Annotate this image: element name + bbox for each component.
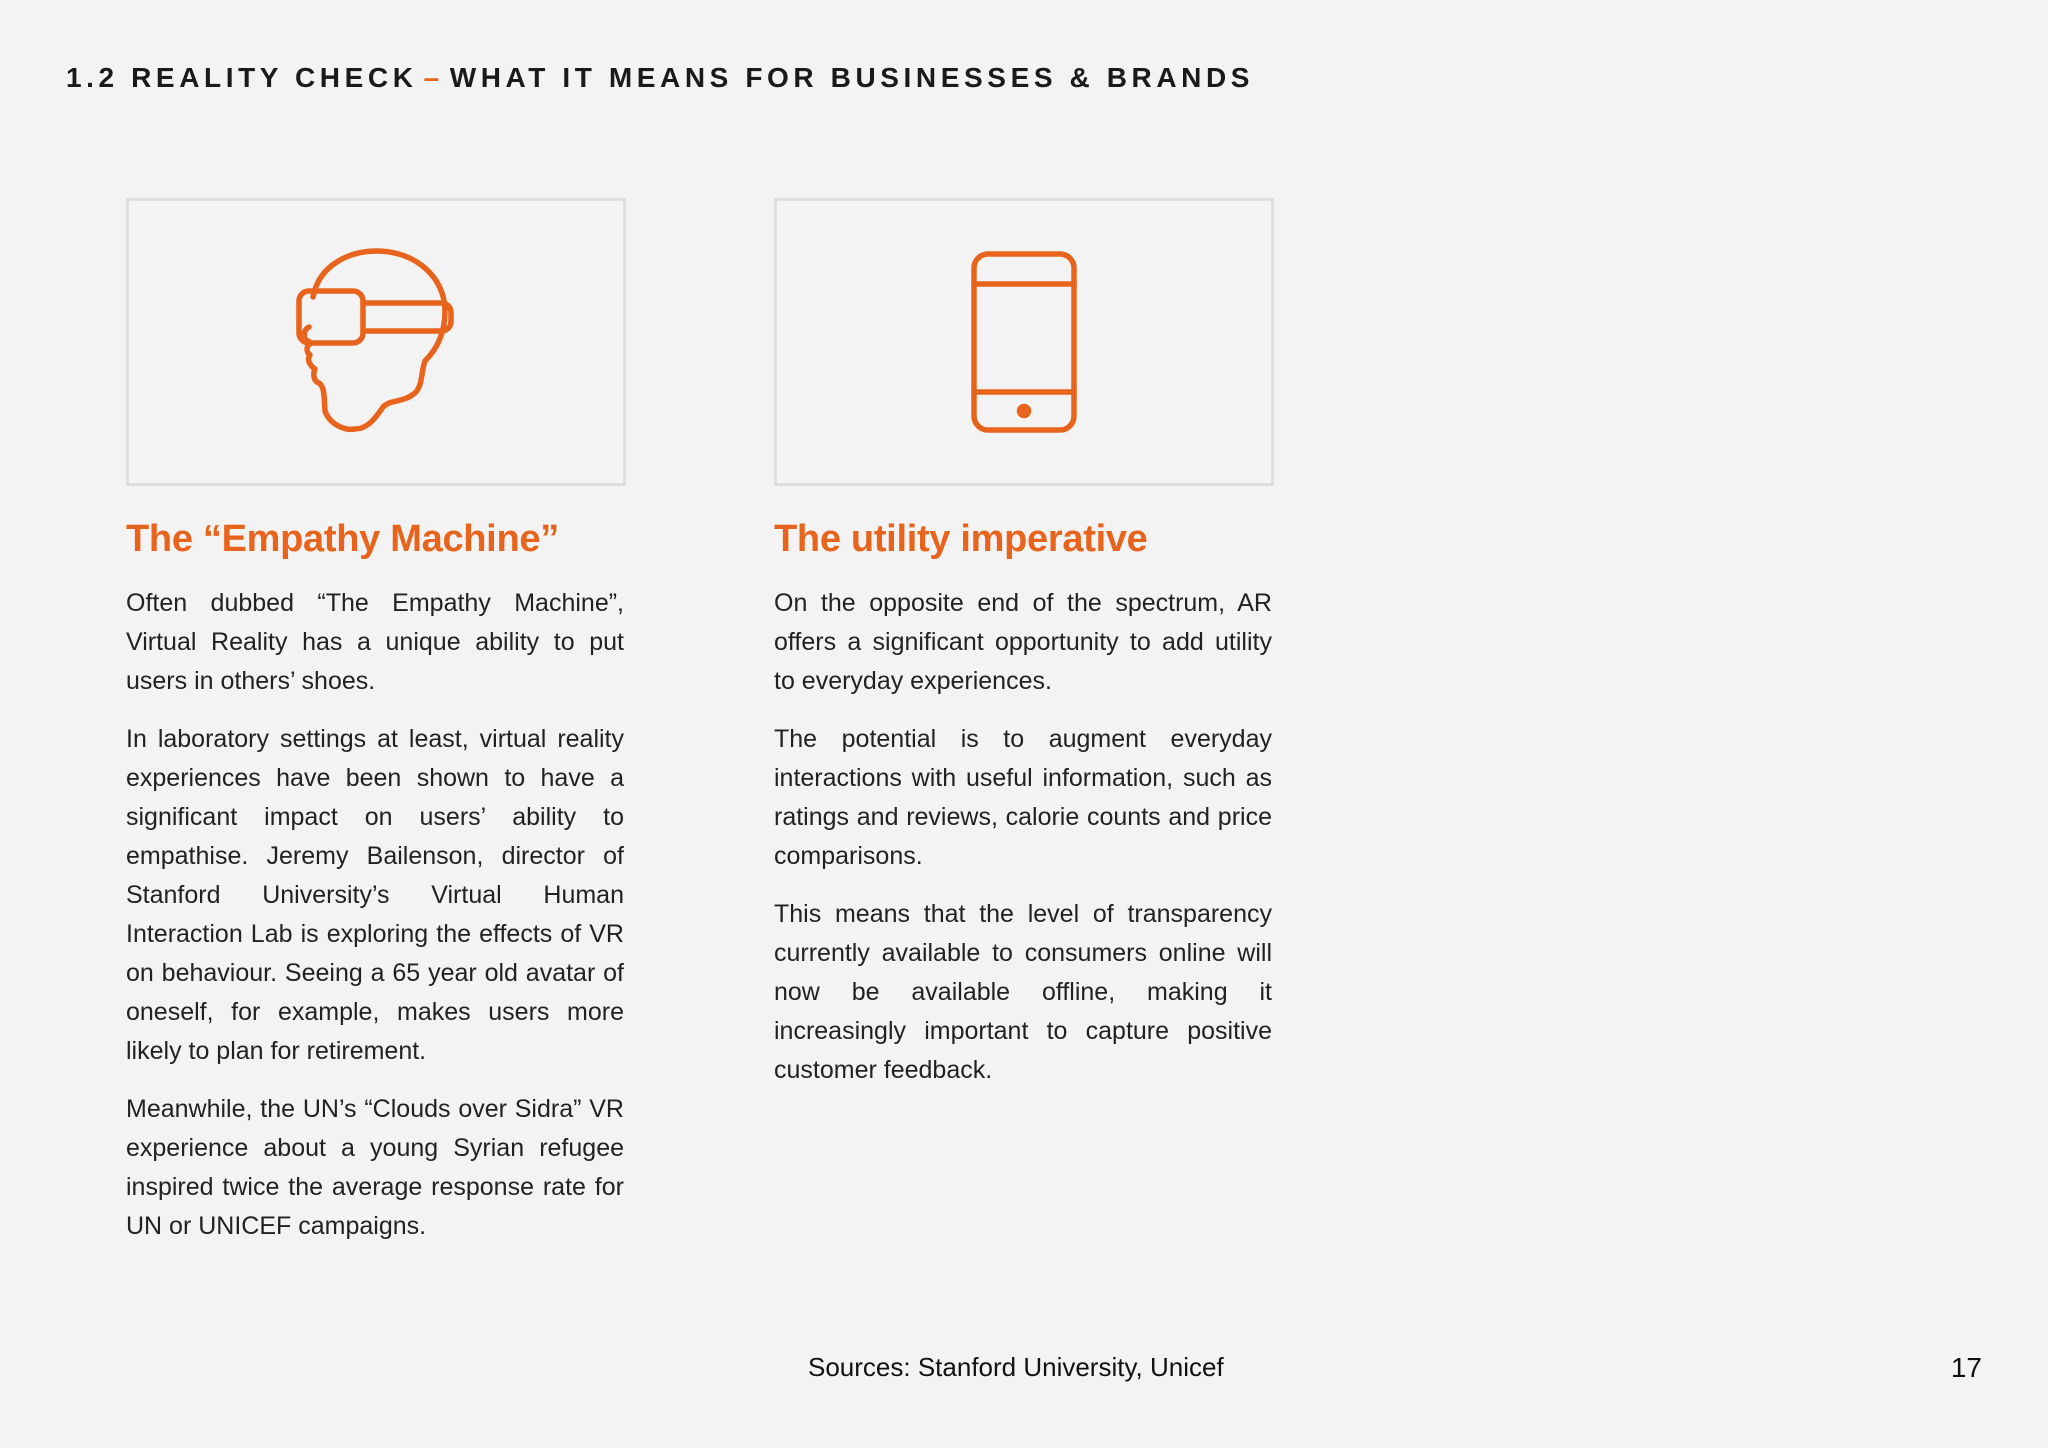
- icon-frame: [774, 198, 1274, 486]
- section-number-title: 1.2 REALITY CHECK: [66, 62, 418, 93]
- column-title: The “Empathy Machine”: [126, 518, 559, 560]
- column-title: The utility imperative: [774, 518, 1148, 560]
- sources-footnote: Sources: Stanford University, Unicef: [808, 1352, 1224, 1382]
- paragraph: On the opposite end of the spectrum, AR offers a significant opportunity to add utility to everyday experiences.: [774, 589, 1272, 695]
- utility-imperative-column: [774, 198, 1272, 1090]
- paragraph: The potential is to augment everyday interactions with useful information, such as ratings and reviews, calorie counts and price comparisons.: [774, 725, 1272, 870]
- paragraph: Often dubbed “The Empathy Machine”, Virtual Reality has a unique ability to put users in others’ shoes.: [126, 589, 624, 695]
- section-subtitle: WHAT IT MEANS FOR BUSINESSES & BRANDS: [449, 62, 1255, 93]
- header-dash: –: [423, 62, 444, 93]
- icon-frame: [126, 198, 626, 486]
- paragraph: Meanwhile, the UN’s “Clouds over Sidra” VR experience about a young Syrian refugee inspired twice the average response rate for UN or UNICEF campaigns.: [126, 1095, 624, 1240]
- vr-headset-head-icon: [291, 247, 461, 437]
- paragraph: In laboratory settings at least, virtual reality experiences have been shown to have a significant impact on users’ ability to empathise. Jeremy Bailenson, director of Stanford University’s Virtual Human Interaction Lab is exploring the effects of VR on behaviour. Seeing a 65 year old avatar of oneself, for example, makes users more likely to plan for retirement.: [126, 725, 624, 1065]
- smartphone-icon: [969, 250, 1079, 434]
- section-header: [66, 62, 1254, 94]
- page-number: 17: [1950, 1352, 1982, 1383]
- paragraph: This means that the level of transparency currently available to consumers online will now be available offline, making it increasingly important to capture positive customer feedback.: [774, 900, 1272, 1084]
- empathy-machine-column: [126, 198, 624, 1246]
